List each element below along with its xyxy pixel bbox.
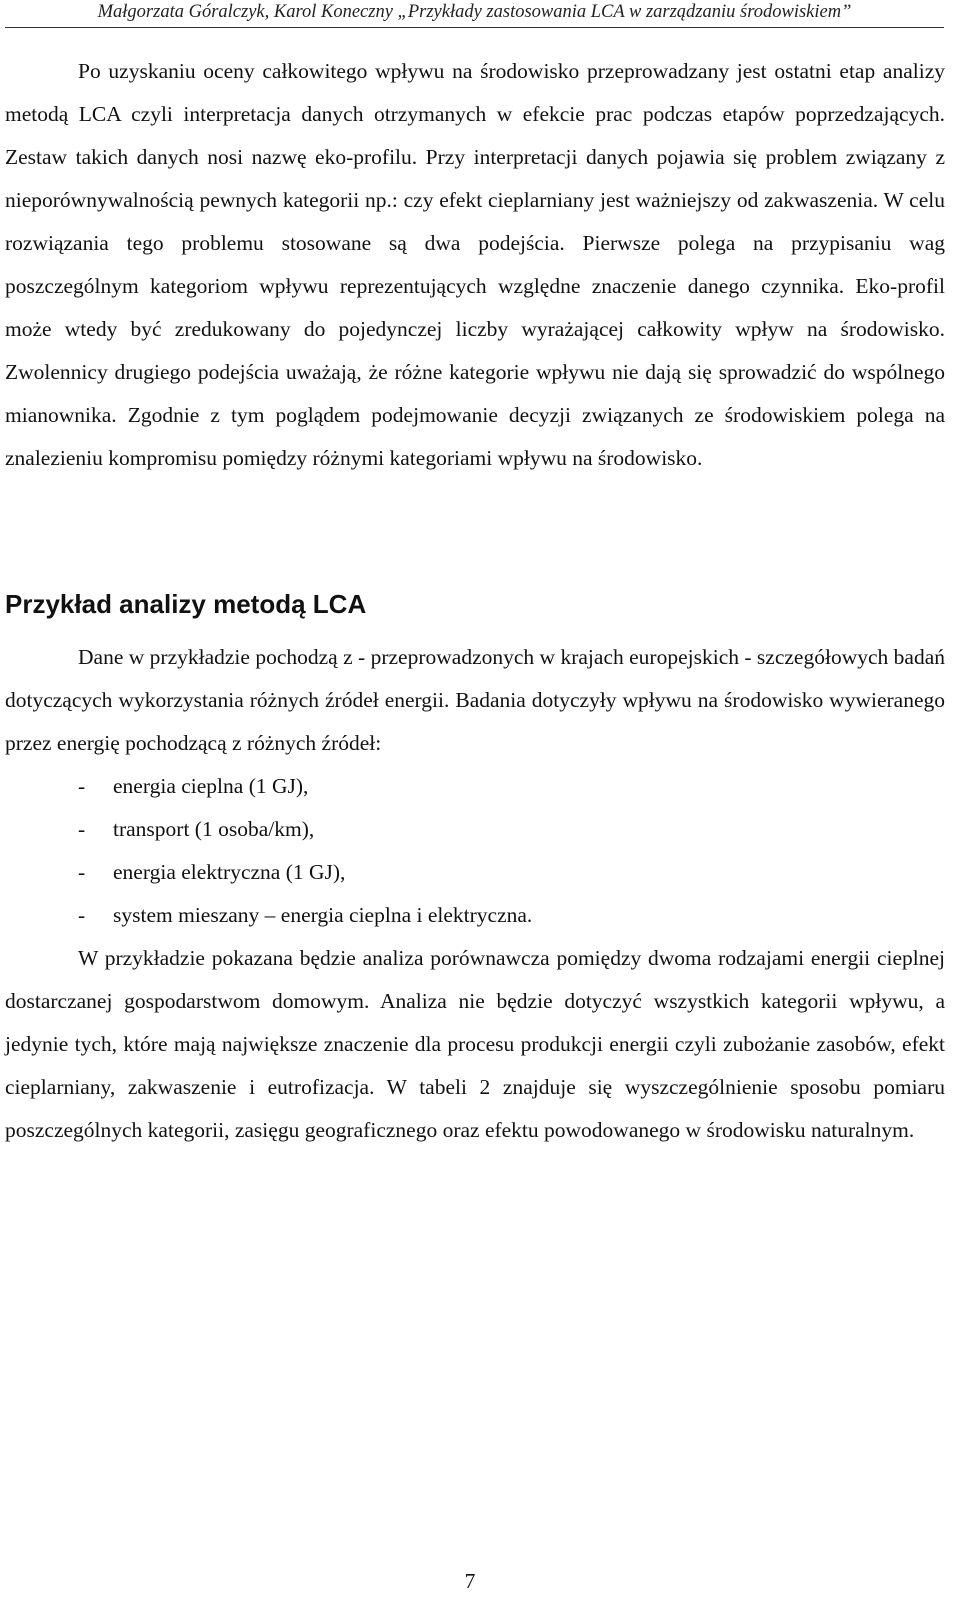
section-heading: Przykład analizy metodą LCA: [5, 589, 367, 619]
list-item: [5, 851, 945, 894]
list-item-text: energia elektryczna (1 GJ),: [113, 860, 346, 884]
running-header: Małgorzata Góralczyk, Karol Koneczny „Przykłady zastosowania LCA w zarządzaniu środowiskiem”: [97, 2, 852, 22]
list-item: [5, 894, 945, 937]
paragraph-example-intro: Dane w przykładzie pochodzą z - przeprowadzonych w krajach europejskich - szczegółowych badań dotyczących wykorzystania różnych źródeł energii. Badania dotyczyły wpływu na środowisko wywieranego przez energię pochodzącą z różnych źródeł:: [5, 645, 945, 755]
paragraph-example-outro: W przykładzie pokazana będzie analiza porównawcza pomiędzy dwoma rodzajami energii cieplnej dostarczanej gospodarstwom domowym. Analiza nie będzie dotyczyć wszystkich kategorii wpływu, a jedynie tych, które mają największe znaczenie dla procesu produkcji energii czyli zubożanie zasobów, efekt cieplarniany, zakwaszenie i eutrofizacja. W tabeli 2 znajduje się wyszczególnienie sposobu pomiaru poszczególnych kategorii, zasięgu geograficznego oraz efektu powodowanego w środowisku naturalnym.: [5, 946, 945, 1142]
list-item-text: transport (1 osoba/km),: [113, 817, 315, 841]
list-dash: -: [78, 903, 86, 927]
list-item-text: system mieszany – energia cieplna i elektryczna.: [113, 903, 533, 927]
list-item: [5, 765, 945, 808]
header-divider: [5, 27, 944, 28]
list-item-text: energia cieplna (1 GJ),: [113, 774, 309, 798]
list-dash: -: [78, 817, 86, 841]
list-item: [5, 808, 945, 851]
energy-source-list: [5, 765, 945, 937]
page-number: 7: [464, 1569, 476, 1593]
list-dash: -: [78, 860, 86, 884]
list-dash: -: [78, 774, 86, 798]
paragraph-interpretation: Po uzyskaniu oceny całkowitego wpływu na środowisko przeprowadzany jest ostatni etap analizy metodą LCA czyli interpretacja danych otrzymanych w efekcie prac podczas etapów poprzedzających. Zestaw takich danych nosi nazwę eko-profilu. Przy interpretacji danych pojawia się problem związany z nieporównywalnością pewnych kategorii np.: czy efekt cieplarniany jest ważniejszy od zakwaszenia. W celu rozwiązania tego problemu stosowane są dwa podejścia. Pierwsze polega na przypisaniu wag poszczególnym kategoriom wpływu reprezentujących względne znaczenie danego czynnika. Eko-profil może wtedy być zredukowany do pojedynczej liczby wyrażającej całkowity wpływ na środowisko. Zwolennicy drugiego podejścia uważają, że różne kategorie wpływu nie dają się sprowadzić do wspólnego mianownika. Zgodnie z tym poglądem podejmowanie decyzji związanych ze środowiskiem polega na znalezieniu kompromisu pomiędzy różnymi kategoriami wpływu na środowisko.: [5, 59, 945, 470]
